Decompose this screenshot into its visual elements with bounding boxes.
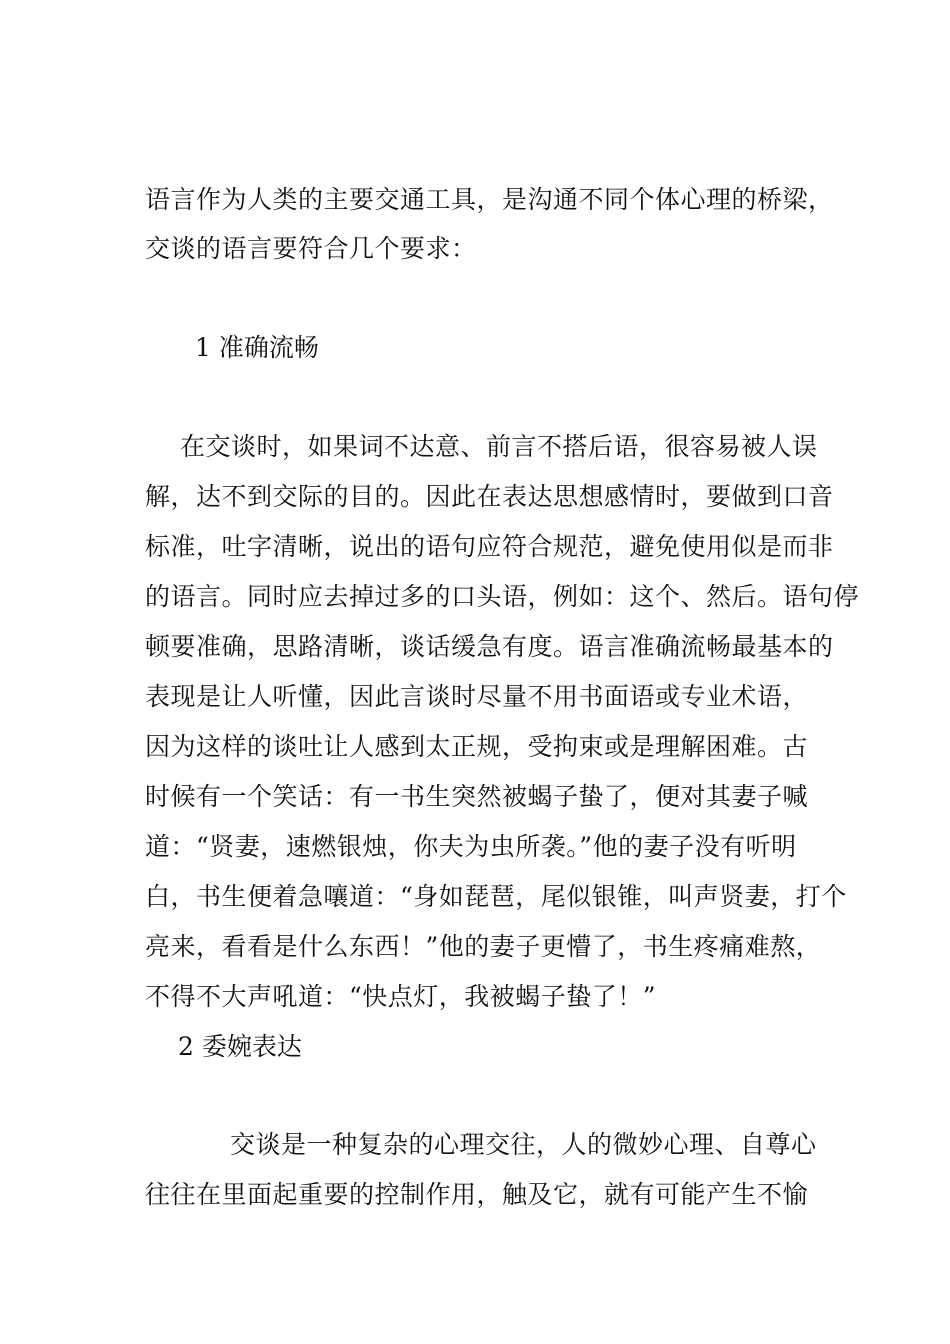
section-2-line-1: 交谈是一种复杂的心理交往，人的微妙心理、自尊心 (230, 1130, 817, 1159)
intro-line-1: 语言作为人类的主要交通工具，是沟通不同个体心理的桥梁， (145, 185, 834, 214)
section-1-line-9: 道：“贤妻，速燃银烛，你夫为虫所袭。”他的妻子没有听明 (145, 832, 797, 861)
section-2-heading: 2 委婉表达 (178, 1032, 302, 1061)
section-1-heading: 1 准确流畅 (195, 333, 319, 362)
section-1-line-2: 解，达不到交际的目的。因此在表达思想感情时，要做到口音 (145, 482, 834, 511)
section-1-line-6: 表现是让人听懂，因此言谈时尽量不用书面语或专业术语， (145, 682, 809, 711)
section-1-line-12: 不得不大声吼道：“快点灯，我被蝎子蛰了！” (145, 982, 657, 1011)
section-1-line-3: 标准，吐字清晰，说出的语句应符合规范，避免使用似是而非 (145, 532, 834, 561)
section-1-line-4: 的语言。同时应去掉过多的口头语，例如：这个、然后。语句停 (145, 582, 860, 611)
section-1-line-11: 亮来，看看是什么东西！”他的妻子更懵了，书生疼痛难熬， (145, 932, 822, 961)
section-1-line-8: 时候有一个笑话：有一书生突然被蝎子蛰了，便对其妻子喊 (145, 782, 809, 811)
section-1-line-7: 因为这样的谈吐让人感到太正规，受拘束或是理解困难。古 (145, 732, 809, 761)
section-1-line-1: 在交谈时，如果词不达意、前言不搭后语，很容易被人误 (180, 432, 818, 461)
section-1-line-5: 顿要准确，思路清晰，谈话缓急有度。语言准确流畅最基本的 (145, 632, 834, 661)
section-1-line-10: 白，书生便着急嚷道：“身如琵琶，尾似银锥，叫声贤妻，打个 (145, 882, 847, 911)
section-2-line-2: 往往在里面起重要的控制作用，触及它，就有可能产生不愉 (145, 1180, 809, 1209)
intro-line-2: 交谈的语言要符合几个要求： (145, 234, 477, 263)
